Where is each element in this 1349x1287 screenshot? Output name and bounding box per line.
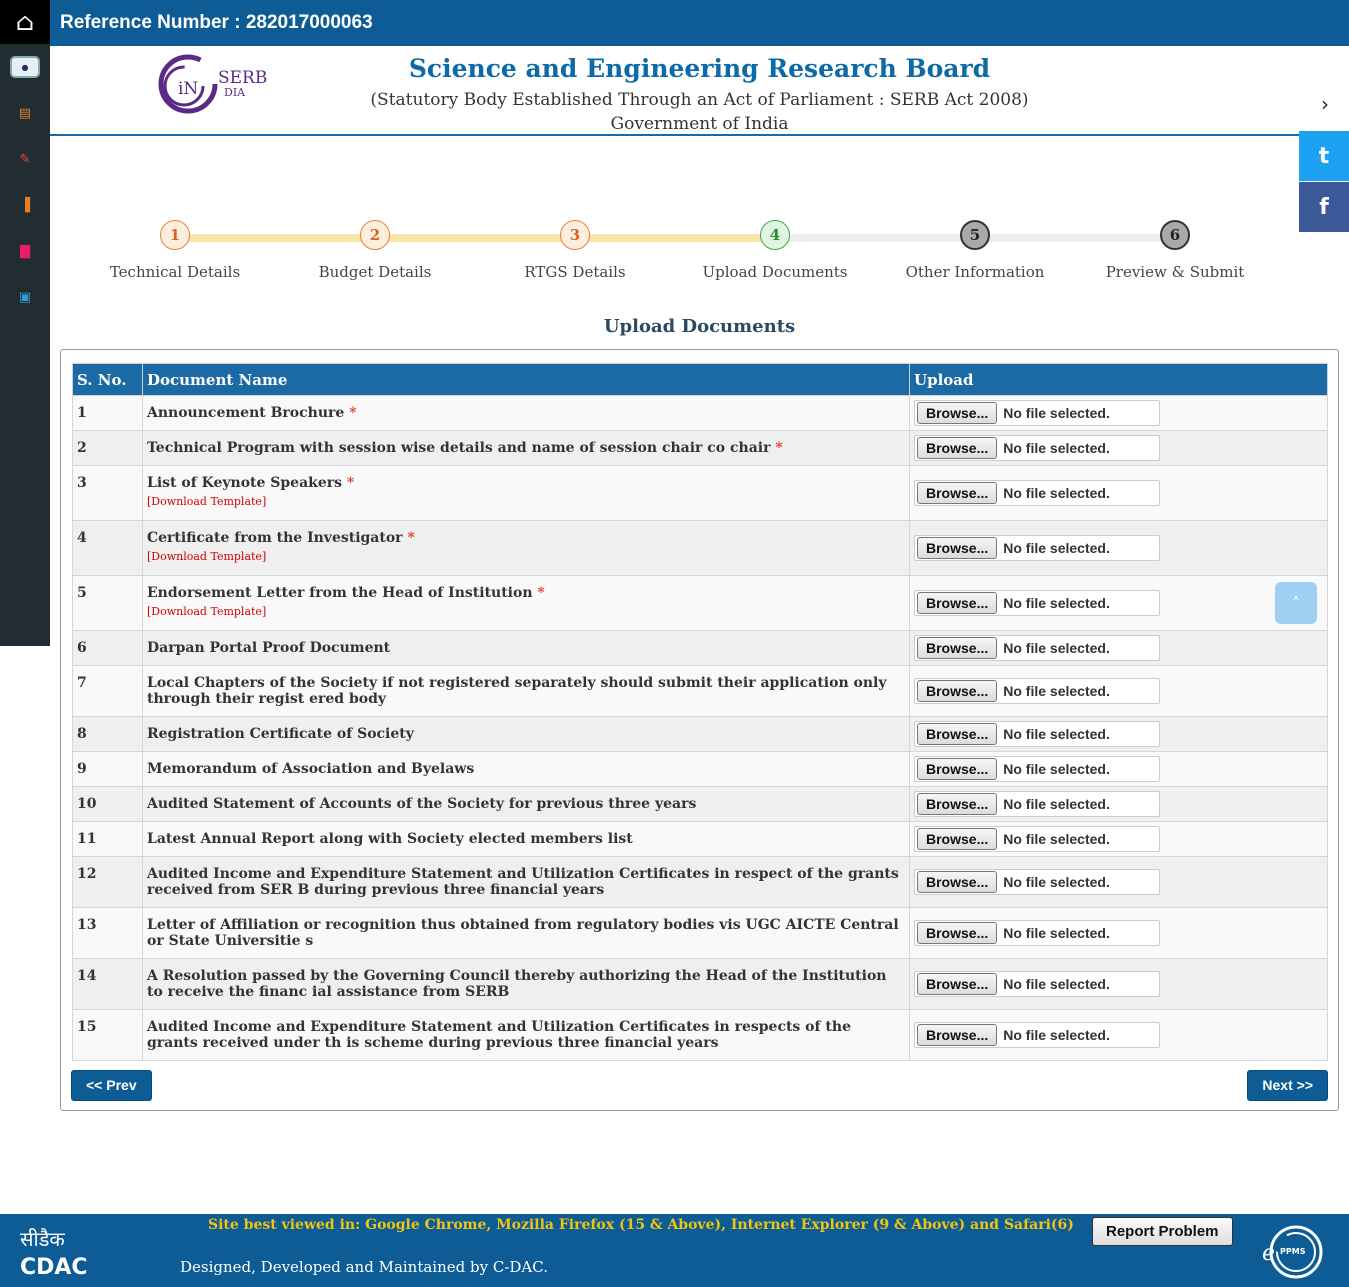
scroll-to-top-button[interactable]: [1275, 582, 1317, 624]
site-government: Government of India: [610, 114, 789, 134]
header-sno: S. No.: [73, 364, 143, 396]
step-5[interactable]: [875, 218, 1075, 281]
required-marker: *: [775, 440, 783, 456]
cell-document-name: [143, 466, 910, 521]
table-row: [73, 857, 1328, 908]
step-number: 2: [360, 220, 390, 250]
table-header-row: [73, 364, 1328, 396]
document-name: Memorandum of Association and Byelaws: [147, 761, 475, 777]
download-template-link[interactable]: [Download Template]: [147, 550, 267, 563]
cell-upload: [910, 631, 1328, 666]
svg-text:e: e: [1262, 1241, 1276, 1266]
step-1[interactable]: [75, 218, 275, 281]
cell-sno: 9: [73, 752, 143, 787]
document-name: Endorsement Letter from the Head of Institution: [147, 585, 533, 601]
browse-button[interactable]: Browse...: [917, 723, 997, 745]
cell-sno: 13: [73, 908, 143, 959]
browse-button[interactable]: Browse...: [917, 758, 997, 780]
report-problem-button[interactable]: Report Problem: [1092, 1217, 1233, 1246]
file-input[interactable]: [914, 971, 1160, 997]
document-name: List of Keynote Speakers: [147, 475, 343, 491]
download-template-link[interactable]: [Download Template]: [147, 495, 267, 508]
browse-button[interactable]: Browse...: [917, 402, 997, 424]
file-status: No file selected.: [1003, 540, 1110, 556]
file-status: No file selected.: [1003, 831, 1110, 847]
document-name: Latest Annual Report along with Society elected members list: [147, 831, 633, 847]
table-row: [73, 822, 1328, 857]
file-status: No file selected.: [1003, 595, 1110, 611]
cell-document-name: [143, 396, 910, 431]
document-name: Local Chapters of the Society if not registered separately should submit their application only through their regist ered body: [147, 675, 887, 707]
designed-by: Designed, Developed and Maintained by C-DAC.: [180, 1258, 548, 1276]
cell-sno: 6: [73, 631, 143, 666]
table-row: [73, 787, 1328, 822]
file-input[interactable]: [914, 791, 1160, 817]
file-status: No file selected.: [1003, 761, 1110, 777]
table-row: [73, 631, 1328, 666]
document-name: Audited Income and Expenditure Statement and Utilization Certificates in respect of the grants received from SER B during previous three financial years: [147, 866, 899, 898]
sidebar-item-edit[interactable]: [0, 136, 50, 182]
cell-sno: 14: [73, 959, 143, 1010]
browse-button[interactable]: Browse...: [917, 680, 997, 702]
cell-document-name: [143, 576, 910, 631]
upload-panel: [60, 349, 1339, 1111]
browse-button[interactable]: Browse...: [917, 437, 997, 459]
progress-stepper: [70, 218, 1280, 288]
browse-button[interactable]: Browse...: [917, 592, 997, 614]
file-status: No file selected.: [1003, 976, 1110, 992]
required-marker: *: [349, 405, 357, 421]
cell-sno: 4: [73, 521, 143, 576]
file-input[interactable]: [914, 756, 1160, 782]
required-marker: *: [346, 475, 355, 491]
document-name: A Resolution passed by the Governing Council thereby authorizing the Head of the Institution to receive the financ ial assistance from SERB: [147, 968, 887, 1000]
svg-text:DIA: DIA: [224, 86, 246, 99]
step-6[interactable]: [1075, 218, 1275, 281]
table-row: [73, 431, 1328, 466]
prev-button[interactable]: << Prev: [71, 1070, 152, 1101]
document-name: Announcement Brochure: [147, 405, 345, 421]
svg-text:CDAC: CDAC: [20, 1255, 88, 1278]
browse-button[interactable]: Browse...: [917, 871, 997, 893]
file-input[interactable]: [914, 635, 1160, 661]
cell-sno: 7: [73, 666, 143, 717]
step-label: Budget Details: [318, 263, 432, 281]
required-marker: *: [407, 530, 415, 546]
eppms-logo: [1258, 1224, 1326, 1280]
step-2[interactable]: [275, 218, 475, 281]
document-name: Certificate from the Investigator: [147, 530, 403, 546]
table-row: [73, 717, 1328, 752]
cell-document-name: [143, 908, 910, 959]
browse-button[interactable]: Browse...: [917, 1024, 997, 1046]
step-number: 1: [160, 220, 190, 250]
edit-icon: ✎: [19, 151, 31, 167]
cdac-logo: [18, 1224, 96, 1278]
browse-button[interactable]: Browse...: [917, 482, 997, 504]
file-status: No file selected.: [1003, 485, 1110, 501]
cell-document-name: [143, 752, 910, 787]
step-label: Technical Details: [109, 263, 241, 281]
cell-document-name: [143, 431, 910, 466]
site-footer: [0, 1214, 1349, 1287]
reference-bar: [50, 0, 1349, 46]
chevron-right-icon[interactable]: ›: [1321, 92, 1329, 116]
table-row: [73, 959, 1328, 1010]
cell-upload: [910, 787, 1328, 822]
file-input[interactable]: [914, 590, 1160, 616]
home-icon[interactable]: ⌂: [0, 0, 50, 44]
cell-document-name: [143, 1010, 910, 1061]
file-input[interactable]: [914, 480, 1160, 506]
site-header: [50, 46, 1349, 136]
sidebar-item-bar-chart[interactable]: [0, 228, 50, 274]
file-status: No file selected.: [1003, 683, 1110, 699]
file-status: No file selected.: [1003, 1027, 1110, 1043]
cell-document-name: [143, 666, 910, 717]
document-name: Letter of Affiliation or recognition thus obtained from regulatory bodies vis UGC AICTE Central or State Universitie s: [147, 917, 899, 949]
file-input[interactable]: [914, 1022, 1160, 1048]
cell-sno: 1: [73, 396, 143, 431]
cell-document-name: [143, 521, 910, 576]
step-4[interactable]: [675, 218, 875, 281]
site-subtitle: (Statutory Body Established Through an Act of Parliament : SERB Act 2008): [370, 90, 1029, 110]
step-number: 4: [760, 220, 790, 250]
document-name: Audited Income and Expenditure Statement and Utilization Certificates in respects of the grants received under th is scheme during previous three financial years: [147, 1019, 851, 1051]
file-input[interactable]: [914, 920, 1160, 946]
svg-text:SERB: SERB: [218, 68, 268, 88]
sidebar-item-document[interactable]: [0, 90, 50, 136]
cell-upload: [910, 752, 1328, 787]
header-upload: Upload: [910, 364, 1328, 396]
cell-sno: 8: [73, 717, 143, 752]
file-status: No file selected.: [1003, 874, 1110, 890]
file-input[interactable]: [914, 678, 1160, 704]
browse-button[interactable]: Browse...: [917, 922, 997, 944]
table-row: [73, 752, 1328, 787]
chevron-up-icon: ˄: [1292, 593, 1300, 613]
sidebar-item-image[interactable]: [0, 274, 50, 320]
browser-support-note: Site best viewed in: Google Chrome, Mozilla Firefox (15 & Above), Internet Explorer (9 & Above) and Safari(6): [208, 1217, 1074, 1233]
step-label: Upload Documents: [702, 263, 848, 281]
left-sidebar: [0, 0, 50, 646]
file-input[interactable]: [914, 869, 1160, 895]
cell-document-name: [143, 787, 910, 822]
document-name: Registration Certificate of Society: [147, 726, 414, 742]
svg-text:iN: iN: [178, 79, 199, 99]
file-status: No file selected.: [1003, 640, 1110, 656]
file-input[interactable]: [914, 400, 1160, 426]
cell-sno: 2: [73, 431, 143, 466]
cell-document-name: [143, 631, 910, 666]
table-row: [73, 521, 1328, 576]
cell-sno: 10: [73, 787, 143, 822]
cell-upload: [910, 717, 1328, 752]
browse-button[interactable]: Browse...: [917, 793, 997, 815]
document-icon: ▤: [18, 105, 32, 121]
header-document-name: Document Name: [143, 364, 910, 396]
cell-upload: [910, 857, 1328, 908]
cell-upload: [910, 431, 1328, 466]
table-row: [73, 396, 1328, 431]
file-status: No file selected.: [1003, 440, 1110, 456]
table-row: [73, 1010, 1328, 1061]
svg-text:PPMS: PPMS: [1280, 1247, 1306, 1256]
download-template-link[interactable]: [Download Template]: [147, 605, 267, 618]
cell-document-name: [143, 717, 910, 752]
file-status: No file selected.: [1003, 726, 1110, 742]
step-label: Other Information: [905, 263, 1045, 281]
bar-chart-icon: ▇: [20, 243, 30, 259]
browse-button[interactable]: Browse...: [917, 828, 997, 850]
document-name: Audited Statement of Accounts of the Society for previous three years: [147, 796, 697, 812]
cell-document-name: [143, 822, 910, 857]
site-title: Science and Engineering Research Board: [408, 54, 991, 83]
next-button[interactable]: Next >>: [1247, 1070, 1328, 1101]
file-input[interactable]: [914, 535, 1160, 561]
file-status: No file selected.: [1003, 405, 1110, 421]
browse-button[interactable]: Browse...: [917, 537, 997, 559]
section-title: Upload Documents: [603, 316, 796, 337]
table-row: [73, 666, 1328, 717]
document-name: Technical Program with session wise details and name of session chair co chair: [147, 440, 771, 456]
browse-button[interactable]: Browse...: [917, 973, 997, 995]
reference-number: Reference Number : 282017000063: [60, 12, 373, 33]
cell-sno: 12: [73, 857, 143, 908]
svg-text:सीडैक: सीडैक: [20, 1227, 65, 1251]
document-name: Darpan Portal Proof Document: [147, 640, 391, 656]
file-input[interactable]: [914, 721, 1160, 747]
file-status: No file selected.: [1003, 796, 1110, 812]
step-number: 6: [1160, 220, 1190, 250]
step-label: Preview & Submit: [1105, 263, 1245, 281]
table-row: [73, 908, 1328, 959]
required-marker: *: [537, 585, 545, 601]
cell-sno: 3: [73, 466, 143, 521]
emblem-icon: ●: [10, 56, 40, 78]
cell-upload: [910, 666, 1328, 717]
file-input[interactable]: [914, 826, 1160, 852]
step-number: 3: [560, 220, 590, 250]
twitter-icon[interactable]: t: [1299, 131, 1349, 181]
cell-sno: 5: [73, 576, 143, 631]
cell-upload: [910, 908, 1328, 959]
cell-upload: [910, 959, 1328, 1010]
cell-document-name: [143, 857, 910, 908]
step-number: 5: [960, 220, 990, 250]
cell-sno: 15: [73, 1010, 143, 1061]
facebook-icon[interactable]: f: [1299, 182, 1349, 232]
file-status: No file selected.: [1003, 925, 1110, 941]
cell-upload: [910, 1010, 1328, 1061]
cell-upload: [910, 576, 1328, 631]
browse-button[interactable]: Browse...: [917, 637, 997, 659]
file-input[interactable]: [914, 435, 1160, 461]
cell-document-name: [143, 959, 910, 1010]
documents-table: [72, 363, 1328, 1061]
signal-icon: ▐: [20, 197, 30, 213]
step-3[interactable]: [475, 218, 675, 281]
cell-upload: [910, 466, 1328, 521]
table-row: [73, 466, 1328, 521]
sidebar-item-emblem[interactable]: [0, 44, 50, 90]
cell-upload: [910, 396, 1328, 431]
cell-upload: [910, 521, 1328, 576]
sidebar-item-signal[interactable]: [0, 182, 50, 228]
step-label: RTGS Details: [524, 263, 626, 281]
image-icon: ▣: [18, 289, 32, 305]
cell-upload: [910, 822, 1328, 857]
table-row: [73, 576, 1328, 631]
cell-sno: 11: [73, 822, 143, 857]
